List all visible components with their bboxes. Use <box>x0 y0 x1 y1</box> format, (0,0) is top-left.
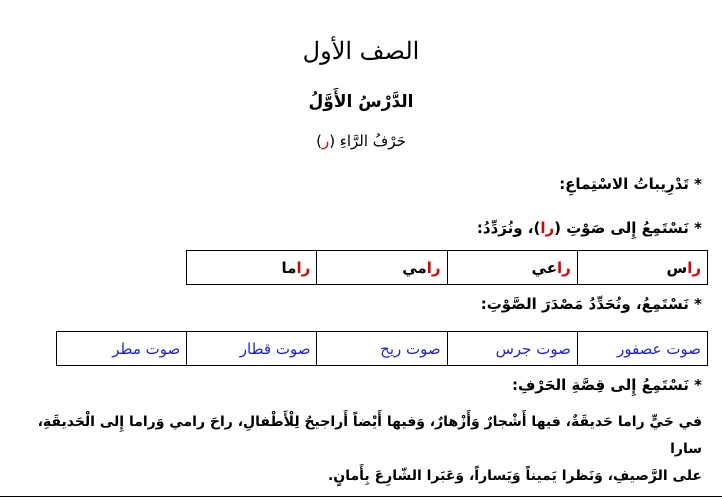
listen-repeat-heading <box>477 217 702 239</box>
page-title: الصف الأول <box>302 37 420 65</box>
bottom-divider <box>0 496 722 497</box>
letter-heading-suffix: ) <box>316 132 322 150</box>
listen-repeat-sound: را <box>540 219 555 237</box>
listen-repeat-suffix: )، ونُرَدِّدُ: <box>476 219 541 237</box>
story-line: على الرَّصيفِ، وَنَظرا يَميناً وَيَساراً، وَعَبَرا الشّارِعَ بِأَمانٍ. <box>327 468 702 484</box>
story-heading: * نَسْتَمِعُ إِلى قِصَّةِ الحَرْفِ: <box>511 376 702 394</box>
table-row <box>57 332 708 366</box>
letter-highlight: ر <box>321 132 330 150</box>
sounds-table <box>56 331 708 366</box>
word-highlight: را <box>556 258 571 277</box>
listening-exercises-heading: * تَدْرِيباتُ الاسْتِماعِ: <box>559 175 702 193</box>
letter-heading <box>0 130 722 152</box>
word-rest: س <box>666 258 688 277</box>
word-rest: ما <box>281 258 297 277</box>
word-cell <box>447 251 577 285</box>
words-table <box>186 250 708 285</box>
word-cell <box>187 251 317 285</box>
story-paragraph <box>18 409 702 490</box>
lesson-title: الدَّرْسُ الأَوَّلُ <box>308 92 414 112</box>
word-rest: عي <box>531 258 557 277</box>
sound-cell: صوت مطر <box>57 332 187 366</box>
sound-cell: صوت ريح <box>317 332 447 366</box>
sound-cell: صوت عصفور <box>577 332 707 366</box>
word-highlight: را <box>296 258 311 277</box>
sound-cell: صوت قطار <box>187 332 317 366</box>
word-cell <box>317 251 447 285</box>
word-rest: مي <box>402 258 427 277</box>
word-highlight: را <box>426 258 441 277</box>
identify-source-heading: * نَسْتَمِعُ، ونُحَدِّدُ مَصْدَرَ الصَّوْتِ: <box>480 295 702 313</box>
table-row <box>187 251 708 285</box>
letter-heading-prefix: حَرْفُ الرَّاءِ ( <box>329 132 406 150</box>
story-line: في حَيٍّ راما حَديقَةٌ، فيها أَشْجارٌ وَأَزْهارٌ، وَفيها أَيْضاً أَراجيحُ لِلْأَطْفالِ، راحَ رامي وَراما إِلى الْحَديقَةِ، سارا <box>37 414 702 457</box>
word-cell <box>577 251 707 285</box>
sound-cell: صوت جرس <box>447 332 577 366</box>
listen-repeat-prefix: * نَسْتَمِعُ إِلى صَوْتِ ( <box>554 219 702 237</box>
word-highlight: را <box>687 258 701 277</box>
